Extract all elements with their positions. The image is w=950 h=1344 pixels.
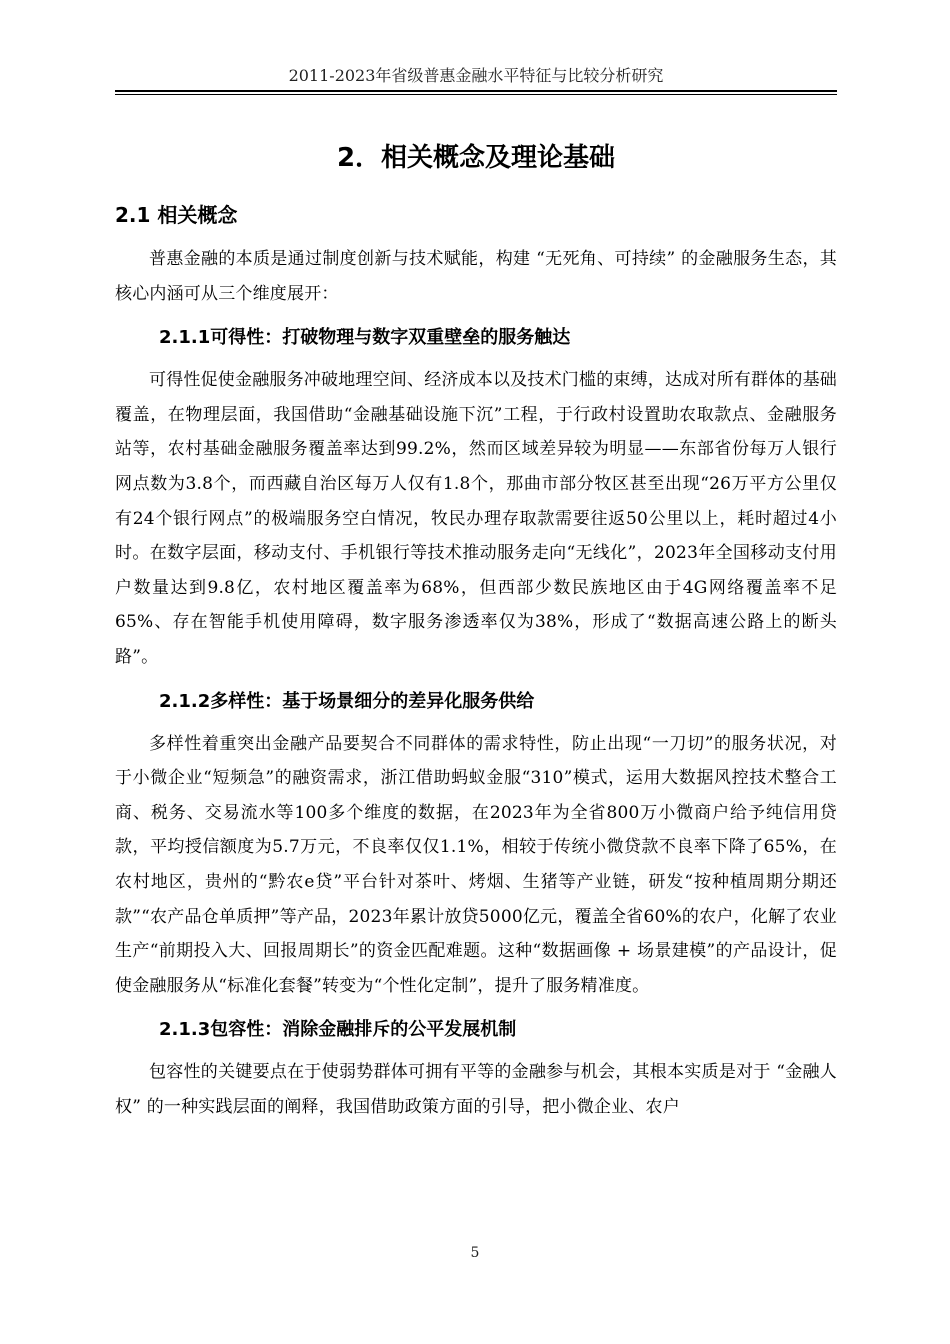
subsection-2-1-3-paragraph: 包容性的关键要点在于使弱势群体可拥有平等的金融参与机会，其根本实质是对于 “金融人权” 的一种实践层面的阐释，我国借助政策方面的引导，把小微企业、农户: [115, 1062, 837, 1117]
chapter-title: 2．相关概念及理论基础: [336, 143, 616, 173]
header-rule-thick: [115, 90, 837, 92]
page-content: [115, 138, 837, 1124]
section-title-2-1: 2.1 相关概念: [115, 203, 238, 227]
page-number: 5: [470, 1245, 480, 1261]
subsection-2-1-2-paragraph: 多样性着重突出金融产品要契合不同群体的需求特性，防止出现“一刀切”的服务状况，对于小微企业“短频急”的融资需求，浙江借助蚂蚁金服“310”模式，运用大数据风控技术整合工商、税务、交易流水等100多个维度的数据，在2023年为全省800万小微商户给予纯信用贷款，平均授信额度为5.7万元，不良率仅仅1.1%，相较于传统小微贷款不良率下降了65%，在农村地区，贵州的“黔农e贷”平台针对茶叶、烤烟、生猪等产业链，研发“按种植周期分期还款”“农产品仓单质押”等产品，2023年累计放贷5000亿元，覆盖全省60%的农户，化解了农业生产“前期投入大、回报周期长”的资金匹配难题。这种“数据画像 + 场景建模”的产品设计，促使金融服务从“标准化套餐”转变为“个性化定制”，提升了服务精准度。: [115, 733, 837, 996]
header-rule-thin: [115, 94, 837, 95]
subsection-title-2-1-1: 2.1.1可得性：打破物理与数字双重壁垒的服务触达: [159, 327, 571, 349]
subsection-title-2-1-2: 2.1.2多样性：基于场景细分的差异化服务供给: [159, 690, 535, 712]
running-header: 2011-2023年省级普惠金融水平特征与比较分析研究: [288, 66, 664, 85]
section-2-1-intro-paragraph: 普惠金融的本质是通过制度创新与技术赋能，构建 “无死角、可持续” 的金融服务生态，其核心内涵可从三个维度展开：: [115, 249, 837, 304]
subsection-2-1-1-paragraph: 可得性促使金融服务冲破地理空间、经济成本以及技术门槛的束缚，达成对所有群体的基础覆盖，在物理层面，我国借助“金融基础设施下沉”工程，于行政村设置助农取款点、金融服务站等，农村基础金融服务覆盖率达到99.2%，然而区域差异较为明显——东部省份每万人银行网点数为3.8个，而西藏自治区每万人仅有1.8个，那曲市部分牧区甚至出现“26万平方公里仅有24个银行网点”的极端服务空白情况，牧民办理存取款需要往返50公里以上，耗时超过4小时。在数字层面，移动支付、手机银行等技术推动服务走向“无线化”，2023年全国移动支付用户数量达到9.8亿，农村地区覆盖率为68%，但西部少数民族地区由于4G网络覆盖率不足65%、存在智能手机使用障碍，数字服务渗透率仅为38%，形成了“数据高速公路上的断头路”。: [115, 370, 837, 667]
subsection-title-2-1-3: 2.1.3包容性：消除金融排斥的公平发展机制: [159, 1019, 517, 1041]
